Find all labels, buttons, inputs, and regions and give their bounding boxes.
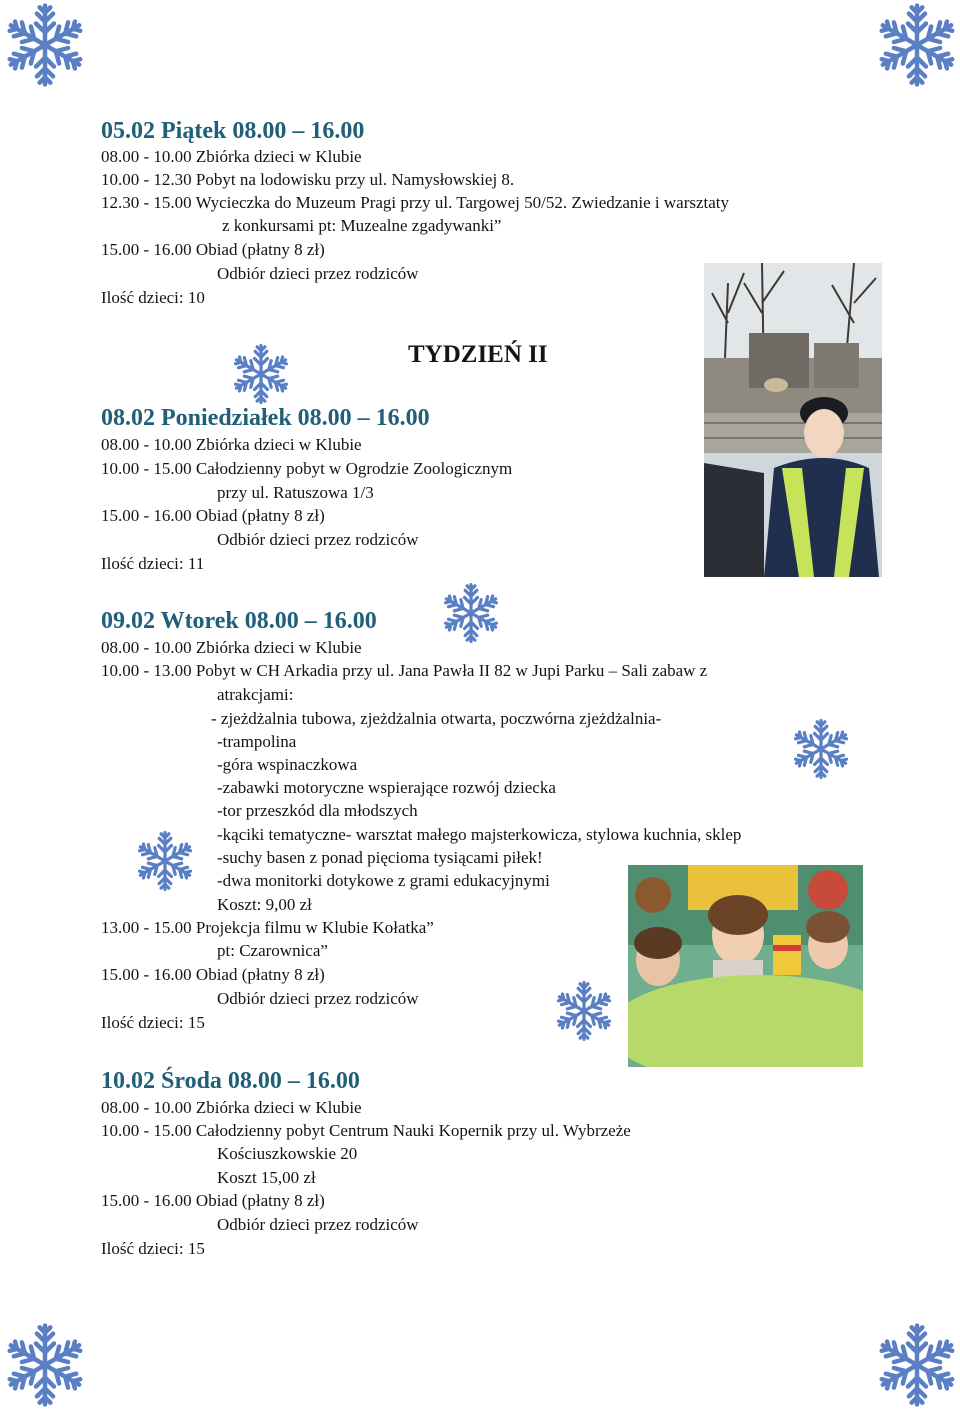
day-title: 05.02 Piątek 08.00 – 16.00: [101, 118, 365, 144]
schedule-line: 08.00 - 10.00 Zbiórka dzieci w Klubie: [101, 638, 362, 657]
schedule-line: -trampolina: [217, 732, 297, 751]
snowflake-icon: [2, 1322, 88, 1408]
day-title: 08.02 Poniedziałek 08.00 – 16.00: [101, 405, 430, 431]
snowflake-icon: [230, 343, 292, 405]
schedule-line: -tor przeszkód dla młodszych: [217, 801, 418, 820]
schedule-line: przy ul. Ratuszowa 1/3: [217, 483, 374, 502]
schedule-line: -zabawki motoryczne wspierające rozwój dziecka: [217, 778, 556, 797]
snowflake-icon: [553, 980, 615, 1042]
schedule-line: Koszt: 9,00 zł: [217, 895, 312, 914]
schedule-line: Odbiór dzieci przez rodziców: [217, 530, 419, 549]
day-title: 10.02 Środa 08.00 – 16.00: [101, 1068, 360, 1094]
week-heading: TYDZIEŃ II: [408, 341, 548, 368]
schedule-line: 12.30 - 15.00 Wycieczka do Muzeum Pragi przy ul. Targowej 50/52. Zwiedzanie i warsztaty: [101, 193, 730, 212]
snowflake-icon: [874, 2, 960, 88]
schedule-line: -dwa monitorki dotykowe z grami edukacyjnymi: [217, 871, 550, 890]
snowflake-icon: [874, 1322, 960, 1408]
kids-count: Ilość dzieci: 15: [101, 1013, 205, 1032]
schedule-line: 08.00 - 10.00 Zbiórka dzieci w Klubie: [101, 147, 362, 166]
photo-play-park: [628, 865, 863, 1067]
snowflake-icon: [134, 830, 196, 892]
schedule-line: 10.00 - 15.00 Całodzienny pobyt w Ogrodzie Zoologicznym: [101, 459, 513, 478]
schedule-line: 08.00 - 10.00 Zbiórka dzieci w Klubie: [101, 1098, 362, 1117]
schedule-line: 08.00 - 10.00 Zbiórka dzieci w Klubie: [101, 435, 362, 454]
snowflake-icon: [440, 582, 502, 644]
kids-count: Ilość dzieci: 15: [101, 1239, 205, 1258]
schedule-line: atrakcjami:: [217, 685, 294, 704]
schedule-line: 15.00 - 16.00 Obiad (płatny 8 zł): [101, 506, 325, 525]
schedule-line: 10.00 - 13.00 Pobyt w CH Arkadia przy ul. Jana Pawła II 82 w Jupi Parku – Sali zabaw z: [101, 661, 708, 680]
schedule-line: 15.00 - 16.00 Obiad (płatny 8 zł): [101, 965, 325, 984]
schedule-line: 10.00 - 15.00 Całodzienny pobyt Centrum Nauki Kopernik przy ul. Wybrzeże: [101, 1121, 631, 1140]
schedule-line: 10.00 - 12.30 Pobyt na lodowisku przy ul. Namysłowskiej 8.: [101, 170, 515, 189]
snowflake-icon: [2, 2, 88, 88]
schedule-line: Odbiór dzieci przez rodziców: [217, 1215, 419, 1234]
photo-zoo: [704, 263, 882, 577]
schedule-line: 15.00 - 16.00 Obiad (płatny 8 zł): [101, 240, 325, 259]
snowflake-icon: [790, 718, 852, 780]
schedule-line: z konkursami pt: Muzealne zgadywanki”: [222, 216, 502, 235]
kids-count: Ilość dzieci: 10: [101, 288, 205, 307]
schedule-line: - zjeżdżalnia tubowa, zjeżdżalnia otwarta, poczwórna zjeżdżalnia-: [211, 709, 662, 728]
schedule-line: -kąciki tematyczne- warsztat małego majsterkowicza, stylowa kuchnia, sklep: [217, 825, 742, 844]
schedule-line: 13.00 - 15.00 Projekcja filmu w Klubie Kołatka”: [101, 918, 434, 937]
schedule-line: pt: Czarownica”: [217, 941, 328, 960]
schedule-line: -suchy basen z ponad pięcioma tysiącami piłek!: [217, 848, 543, 867]
schedule-line: Koszt 15,00 zł: [217, 1168, 316, 1187]
schedule-line: Kościuszkowskie 20: [217, 1144, 358, 1163]
kids-count: Ilość dzieci: 11: [101, 554, 205, 573]
schedule-line: Odbiór dzieci przez rodziców: [217, 264, 419, 283]
day-title: 09.02 Wtorek 08.00 – 16.00: [101, 608, 377, 634]
schedule-line: -góra wspinaczkowa: [217, 755, 358, 774]
schedule-line: 15.00 - 16.00 Obiad (płatny 8 zł): [101, 1191, 325, 1210]
schedule-line: Odbiór dzieci przez rodziców: [217, 989, 419, 1008]
